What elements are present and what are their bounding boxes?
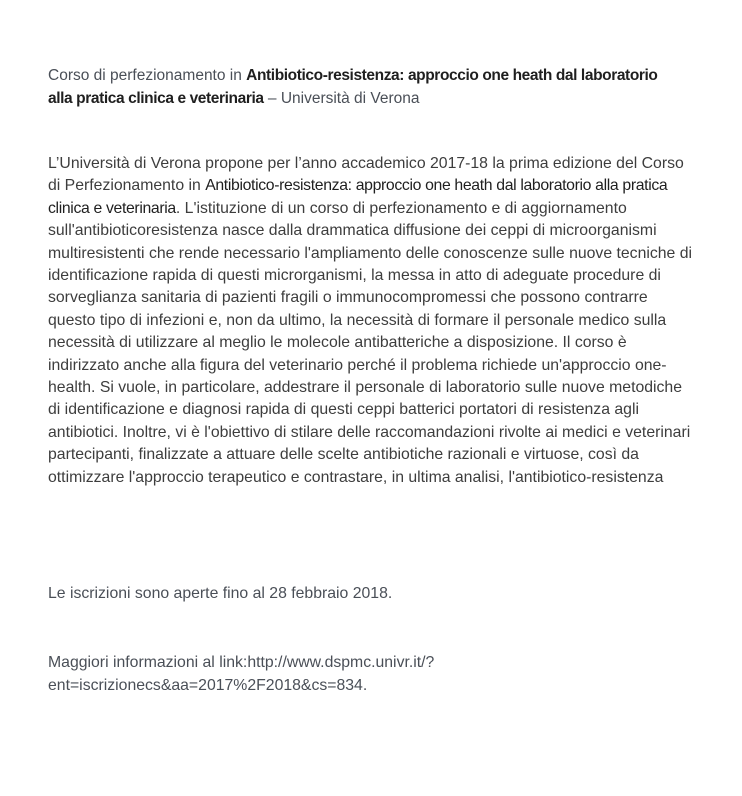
- description-intro: L’Università di Verona propone per l’anno accademico 2017-18 la prima edizione del Corso di Perfezionamento in: [48, 155, 684, 195]
- more-info-end: .: [362, 677, 368, 694]
- document-heading: [48, 64, 698, 110]
- more-info-label: Maggiori informazioni al link:: [48, 654, 248, 671]
- heading-university: – Università di Verona: [263, 90, 420, 107]
- course-description: [48, 153, 698, 489]
- more-info-link-part2: ent=iscrizionecs&aa=2017%2F2018&cs=834: [48, 677, 363, 694]
- enrollment-deadline: Le iscrizioni sono aperte fino al 28 febbraio 2018.: [48, 585, 393, 602]
- heading-course-title-line2: alla pratica clinica e veterinaria: [48, 90, 264, 107]
- more-info: [48, 651, 568, 697]
- description-text: . L'istituzione di un corso di perfezionamento e di aggiornamento sull'antibioticoresistenza nasce dalla drammatica diffusione dei ceppi di microorganismi multiresistenti che rende necessario l'ampliamento delle conoscenze sulle nuove tecniche di identificazione rapida di questi microrganismi, la messa in atto di adeguate procedure di sorveglianza sanitaria di pazienti fragili o immunocompromessi che possono contrarre questo tipo di infezioni e, non da ultimo, la necessità di formare il personale medico sulla necessità di utilizzare al meglio le molecole antibatteriche a disposizione. Il corso è indirizzato anche alla figura del veterinario perché il problema richiede un'approccio one-health. Si vuole, in particolare, addestrare il personale di laboratorio sulle nuove metodiche di identificazione e diagnosi rapida di questi ceppi batterici portatori di resistenza agli antibiotici. Inoltre, vi è l'obiettivo di stilare delle raccomandazioni rivolte ai medici e veterinari partecipanti, finalizzate a attuare delle scelte antibiotiche razionali e virtuose, così da ottimizzare l'approccio terapeutico e contrastare, in ultima analisi, l'antibiotico-resistenza: [48, 199, 693, 486]
- heading-prefix: Corso di perfezionamento in: [48, 67, 247, 84]
- description-course-name: Antibiotico-resistenza: approccio one heath dal laboratorio alla pratica clinica e veterinaria: [48, 177, 668, 217]
- heading-course-title-line1: Antibiotico-resistenza: approccio one heath dal laboratorio: [246, 67, 658, 84]
- more-info-link-part1: http://www.dspmc.univr.it/?: [247, 654, 435, 671]
